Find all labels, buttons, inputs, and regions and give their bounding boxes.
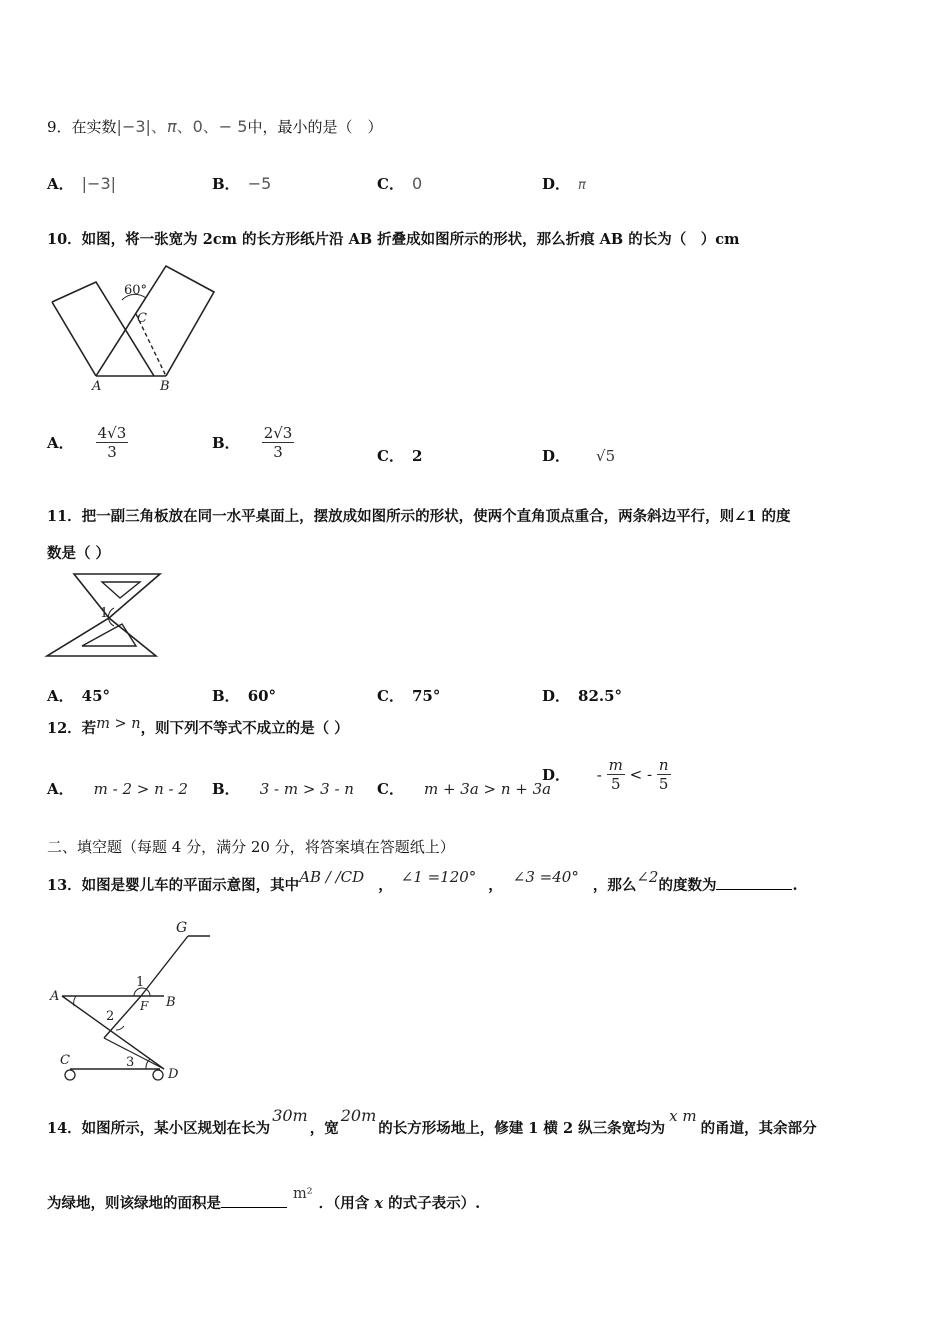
option-label: A． (47, 780, 74, 798)
q10-stem: 10．如图，将一张宽为 2cm 的长方形纸片沿 AB 折叠成如图所示的形状，那么折痕 AB 的长为（ ）cm (47, 231, 740, 248)
q11-stem-line1: 11．把一副三角板放在同一水平桌面上，摆放成如图所示的形状，使两个直角顶点重合，两条斜边平行，则∠1 的度 (47, 508, 791, 525)
q12-suffix: ，则下列不等式不成立的是（ ） (140, 720, 349, 737)
q13-stroller-figure (44, 914, 224, 1086)
option-label: D． (542, 175, 571, 193)
fold-left-edge (52, 302, 96, 376)
q9-suffix: 中，最小的是（ ） (247, 118, 383, 136)
q9-num-pi: π (166, 117, 177, 136)
q14-variable: x (374, 1195, 384, 1212)
fraction-num: n (658, 756, 669, 774)
point-a-label: A (92, 379, 102, 394)
option-label: C． (377, 687, 404, 705)
q13-answer-blank[interactable] (716, 889, 792, 890)
option-value: m - 2 > n - 2 (93, 780, 188, 798)
option-label: D． (542, 447, 571, 465)
q14-length: 30m (272, 1106, 308, 1125)
angle-1-label: 1 (136, 975, 145, 990)
fraction-den: 5 (658, 775, 669, 793)
q14-stem-line2 (47, 1186, 481, 1213)
point-d-label: D (168, 1067, 179, 1082)
q9-num-abs: |−3| (116, 117, 151, 136)
fraction-den: 3 (273, 443, 283, 461)
option-value: m + 3a > n + 3a (423, 780, 552, 798)
q13-angle-2: ∠2 (636, 868, 659, 886)
q12-option-d[interactable] (542, 756, 671, 793)
q14-line2-suffix: 的式子表示）. (383, 1195, 481, 1212)
q14-mid1: ，宽 (309, 1120, 339, 1137)
q12-stem (47, 717, 349, 738)
option-value: −5 (247, 174, 272, 193)
q9-stem (47, 114, 382, 137)
q10-option-b[interactable] (212, 424, 294, 461)
point-a-label: A (50, 989, 60, 1004)
q14-mid3: 的甬道，其余部分 (700, 1120, 817, 1137)
q13-sep: ， (488, 877, 503, 894)
fraction (96, 424, 129, 461)
q9-option-a[interactable] (47, 173, 116, 194)
option-value: 3 - m > 3 - n (259, 780, 354, 798)
line-ad (62, 996, 164, 1069)
q11-stem-line2: 数是（ ） (47, 545, 111, 562)
fraction-n5 (657, 756, 671, 793)
angle-label: 60° (124, 283, 148, 298)
q12-option-c[interactable] (377, 778, 551, 799)
option-value: |−3| (81, 174, 117, 193)
fraction-den: 5 (611, 775, 621, 793)
option-value: 82.5° (578, 687, 623, 705)
q9-num-neg5: − 5 (218, 117, 248, 136)
option-label: A． (47, 175, 74, 193)
wheel-d (153, 1070, 163, 1080)
wheel-c (65, 1070, 75, 1080)
option-label: B． (212, 687, 240, 705)
neg-sign: - (596, 765, 602, 784)
q14-path-width: x m (669, 1107, 697, 1125)
option-value: 75° (411, 687, 441, 705)
point-b-label: B (160, 379, 170, 394)
angle-2-arc (116, 1026, 124, 1030)
q13-suffix: 的度数为 (658, 877, 717, 894)
fraction-num: m (608, 756, 623, 774)
option-label: A． (47, 687, 74, 705)
option-value: √5 (596, 447, 616, 465)
point-f-label: F (140, 999, 149, 1013)
fraction-num: 2√3 (263, 424, 293, 442)
fold-right-strip (96, 266, 214, 376)
q14-line2-mid: ．（用含 (318, 1195, 375, 1212)
q14-line2-prefix: 为绿地，则该绿地的面积是 (47, 1195, 221, 1212)
option-label: C． (377, 447, 404, 465)
angle-3-label: 3 (126, 1055, 135, 1070)
section-2-title: 二、填空题（每题 4 分，满分 20 分，将答案填在答题纸上） (47, 838, 455, 856)
q9-sep: 、 (176, 117, 193, 136)
q13-sep: ， (378, 877, 393, 894)
q13-angle-1: ∠1 =120° (400, 868, 477, 886)
q9-prefix: 9．在实数 (47, 118, 117, 136)
q14-answer-blank[interactable] (221, 1207, 287, 1208)
option-label: A． (47, 434, 74, 452)
q14-unit: m² (293, 1186, 313, 1202)
option-label: B． (212, 780, 240, 798)
q9-option-b[interactable] (212, 173, 271, 194)
q11-option-d[interactable] (542, 685, 622, 706)
option-value: 45° (81, 687, 111, 705)
q14-width: 20m (340, 1106, 377, 1125)
q14-stem-line1 (47, 1106, 817, 1138)
point-b-label: B (166, 995, 176, 1010)
q10-option-a[interactable] (47, 424, 128, 461)
point-c-label: C (60, 1053, 70, 1068)
option-label: D． (542, 687, 571, 705)
option-value: 60° (247, 687, 277, 705)
q12-option-b[interactable] (212, 778, 354, 799)
q10-option-d[interactable] (542, 445, 615, 466)
q14-prefix: 14．如图所示，某小区规划在长为 (47, 1120, 271, 1137)
lower-triangle (47, 618, 156, 656)
q9-option-d[interactable] (542, 173, 586, 194)
angle-2-label: 2 (106, 1009, 115, 1024)
q9-sep: 、 (202, 117, 219, 136)
q11-option-c[interactable] (377, 685, 440, 706)
q9-option-c[interactable] (377, 173, 422, 194)
option-value: π (578, 178, 586, 193)
q12-condition: m > n (96, 716, 141, 732)
option-label: C． (377, 780, 404, 798)
q9-num-zero: 0 (192, 117, 203, 136)
option-value: 2 (411, 447, 423, 465)
fraction-m5 (607, 756, 625, 793)
q11-option-a[interactable] (47, 685, 110, 706)
q13-parallel: AB / /CD (299, 868, 365, 886)
lower-triangle-hole (82, 624, 136, 646)
q9-sep: 、 (150, 117, 167, 136)
angle-1-label: 1 (100, 606, 109, 621)
option-value: 0 (411, 174, 423, 193)
fraction-den: 3 (107, 443, 117, 461)
handle-bar (141, 936, 188, 996)
option-label: C． (377, 175, 404, 193)
q13-angle-3: ∠3 =40° (512, 868, 579, 886)
q13-stem (47, 868, 798, 895)
option-label: D． (542, 766, 571, 784)
option-label: B． (212, 175, 240, 193)
option-label: B． (212, 434, 240, 452)
q12-prefix: 12．若 (47, 720, 97, 737)
fraction (262, 424, 295, 461)
point-c-label: C (137, 311, 147, 326)
point-g-label: G (176, 920, 188, 936)
operator: < - (629, 765, 653, 784)
q10-option-c[interactable] (377, 445, 422, 466)
q11-option-b[interactable] (212, 685, 276, 706)
fraction-num: 4√3 (97, 424, 127, 442)
q12-option-a[interactable] (47, 778, 188, 799)
q11-triangles-figure (44, 570, 164, 662)
q13-prefix: 13．如图是婴儿车的平面示意图，其中 (47, 877, 300, 894)
q14-mid2: 的长方形场地上，修建 1 横 2 纵三条宽均为 (378, 1120, 666, 1137)
q13-end: . (792, 877, 798, 894)
q10-fold-figure (44, 262, 224, 397)
q13-mid: ，那么 (592, 877, 637, 894)
